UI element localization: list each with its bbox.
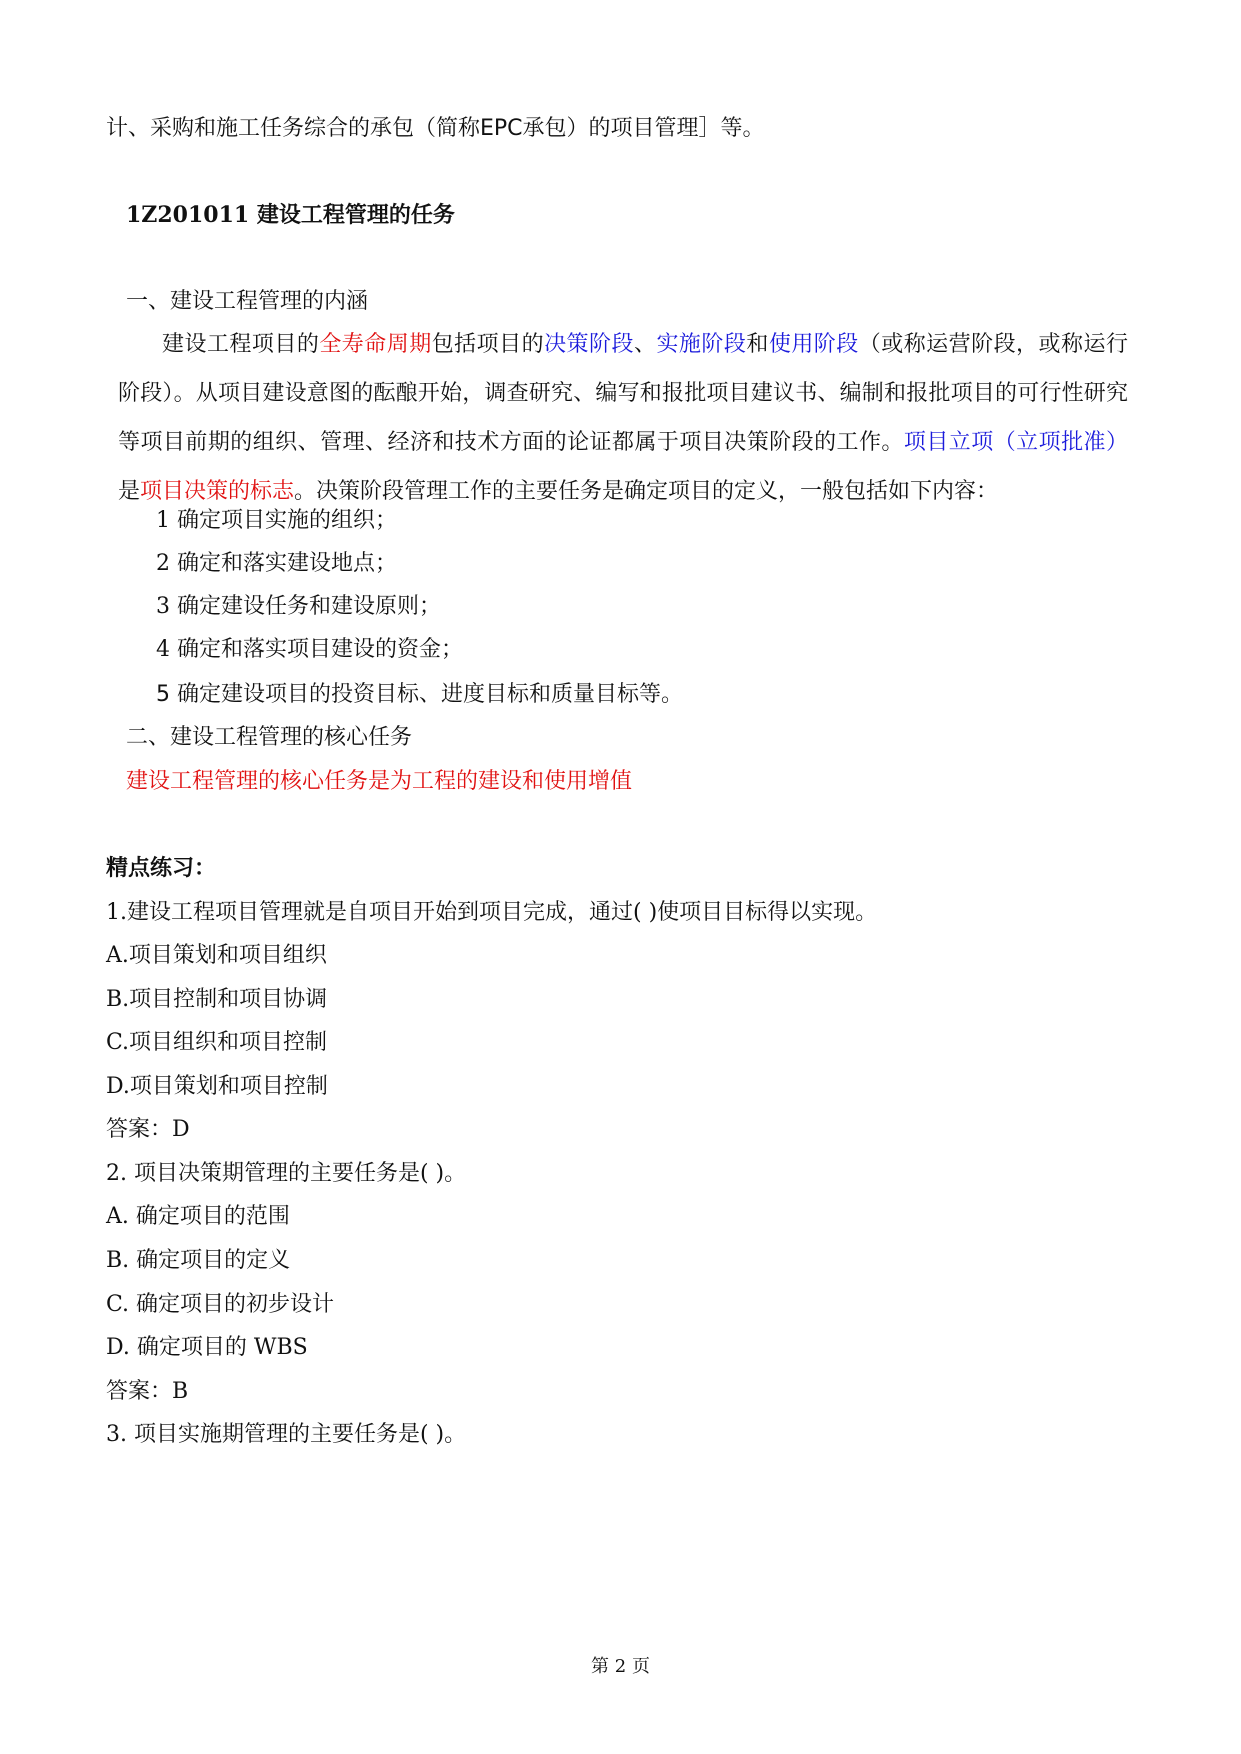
para-text: 、 xyxy=(633,332,657,357)
list-item: 2 确定和落实建设地点； xyxy=(156,551,397,576)
q2-option-a: A. 确定项目的范围 xyxy=(106,1204,290,1229)
highlight-decision-phase: 决策阶段 xyxy=(544,332,634,357)
q2-option-d: D. 确定项目的 WBS xyxy=(106,1335,308,1360)
section2-title: 二、建设工程管理的核心任务 xyxy=(126,725,413,750)
q2-answer: 答案：B xyxy=(106,1379,189,1404)
q1-option-b: B.项目控制和项目协调 xyxy=(106,987,328,1012)
list-item: 1 确定项目实施的组织； xyxy=(156,508,397,533)
practice-title: 精点练习： xyxy=(106,856,217,881)
list-item: 3 确定建设任务和建设原则； xyxy=(156,594,441,619)
section1-title: 一、建设工程管理的内涵 xyxy=(126,289,369,314)
highlight-project-approval: 项目立项（立项批准） xyxy=(903,430,1128,455)
para-text: 和 xyxy=(746,332,769,357)
list-item: 5 确定建设项目的投资目标、进度目标和质量目标等。 xyxy=(156,682,683,707)
question-2: 2. 项目决策期管理的主要任务是( )。 xyxy=(106,1161,467,1186)
para-text: 包括项目的 xyxy=(431,332,545,357)
q1-answer: 答案：D xyxy=(106,1117,190,1142)
question-3: 3. 项目实施期管理的主要任务是( )。 xyxy=(106,1422,467,1447)
para-text: 。决策阶段管理工作的主要任务是确定项目的定义，一般包括如下内容： xyxy=(294,479,999,504)
highlight-implementation-phase: 实施阶段 xyxy=(656,332,747,357)
question-1: 1.建设工程项目管理就是自项目开始到项目完成，通过( )使项目目标得以实现。 xyxy=(106,900,878,925)
para-text: （或称运营阶段，或称运行阶段）。从项目建设意图的酝酿开始，调查研究、编写和报批项目建议书、编制和报批项目的可行性研究等项目前期的组织、管理、经济和技术方面的论证都属于项目决策阶段的工作。 xyxy=(118,332,1128,455)
continued-text-line: 计、采购和施工任务综合的承包（简称EPC承包）的项目管理］等。 xyxy=(106,116,765,141)
para-text: 是 xyxy=(118,479,141,504)
q2-option-c: C. 确定项目的初步设计 xyxy=(106,1292,335,1317)
core-task-text: 建设工程管理的核心任务是为工程的建设和使用增值 xyxy=(126,769,633,794)
q1-option-d: D.项目策划和项目控制 xyxy=(106,1074,328,1099)
page-number: 第 2 页 xyxy=(591,1656,650,1677)
highlight-usage-phase: 使用阶段 xyxy=(768,332,859,357)
q1-option-c: C.项目组织和项目控制 xyxy=(106,1030,328,1055)
q2-option-b: B. 确定项目的定义 xyxy=(106,1248,291,1273)
highlight-decision-mark: 项目决策的标志 xyxy=(140,479,295,504)
section1-paragraph xyxy=(118,320,1128,516)
section-heading: 1Z201011 建设工程管理的任务 xyxy=(126,202,455,228)
para-text: 建设工程项目的 xyxy=(162,332,320,357)
q1-option-a: A.项目策划和项目组织 xyxy=(106,943,327,968)
highlight-lifecycle: 全寿命周期 xyxy=(319,332,432,357)
list-item: 4 确定和落实项目建设的资金； xyxy=(156,637,463,662)
